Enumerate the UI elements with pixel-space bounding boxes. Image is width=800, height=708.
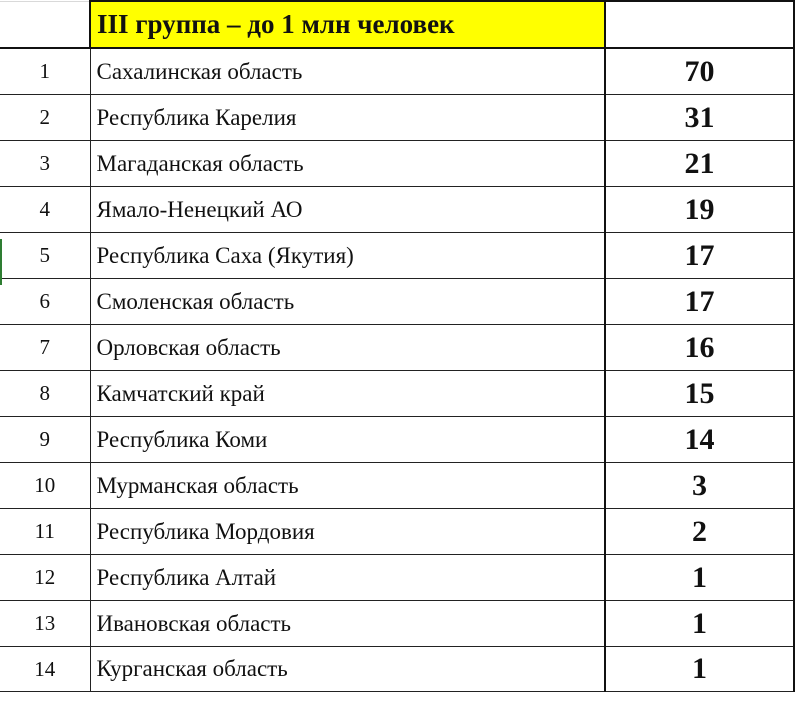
value-cell[interactable]: 19: [605, 187, 794, 233]
region-name-cell[interactable]: Магаданская область: [90, 141, 605, 187]
region-name-cell[interactable]: Камчатский край: [90, 371, 605, 417]
table-row: [0, 279, 794, 325]
value-cell[interactable]: 70: [605, 48, 794, 95]
region-name-cell[interactable]: Мурманская область: [90, 463, 605, 509]
header-num-cell[interactable]: [0, 1, 90, 48]
table-row: [0, 233, 794, 279]
row-number-cell[interactable]: 11: [0, 509, 90, 555]
table-row: [0, 141, 794, 187]
region-name-cell[interactable]: Сахалинская область: [90, 48, 605, 95]
value-cell[interactable]: 3: [605, 463, 794, 509]
row-number-cell[interactable]: 13: [0, 601, 90, 647]
table-row: [0, 325, 794, 371]
table-row: [0, 509, 794, 555]
value-cell[interactable]: 14: [605, 417, 794, 463]
header-value-cell[interactable]: [605, 1, 794, 48]
table-row: [0, 555, 794, 601]
table-row: [0, 95, 794, 141]
value-cell[interactable]: 1: [605, 555, 794, 601]
value-cell[interactable]: 1: [605, 601, 794, 647]
region-name-cell[interactable]: Республика Саха (Якутия): [90, 233, 605, 279]
value-cell[interactable]: 2: [605, 509, 794, 555]
table-row: [0, 417, 794, 463]
region-name-cell[interactable]: Орловская область: [90, 325, 605, 371]
table-row: [0, 647, 794, 692]
row-number-cell[interactable]: 4: [0, 187, 90, 233]
table-row: [0, 187, 794, 233]
row-number-cell[interactable]: 9: [0, 417, 90, 463]
row-number-cell[interactable]: 3: [0, 141, 90, 187]
active-cell-marker: [0, 239, 2, 285]
region-name-cell[interactable]: Республика Карелия: [90, 95, 605, 141]
region-name-cell[interactable]: Ивановская область: [90, 601, 605, 647]
value-cell[interactable]: 1: [605, 647, 794, 692]
region-name-cell[interactable]: Ямало-Ненецкий АО: [90, 187, 605, 233]
table-row: [0, 48, 794, 95]
row-number-cell[interactable]: 7: [0, 325, 90, 371]
region-name-cell[interactable]: Республика Коми: [90, 417, 605, 463]
value-cell[interactable]: 15: [605, 371, 794, 417]
value-cell[interactable]: 17: [605, 233, 794, 279]
row-number-cell[interactable]: 10: [0, 463, 90, 509]
table-row: [0, 371, 794, 417]
region-name-cell[interactable]: Республика Алтай: [90, 555, 605, 601]
row-number-cell[interactable]: 12: [0, 555, 90, 601]
group-title-cell[interactable]: III группа – до 1 млн человек: [90, 1, 605, 48]
row-number-cell[interactable]: 1: [0, 48, 90, 95]
region-name-cell[interactable]: Республика Мордовия: [90, 509, 605, 555]
value-cell[interactable]: 31: [605, 95, 794, 141]
row-number-cell[interactable]: 5: [0, 233, 90, 279]
value-cell[interactable]: 17: [605, 279, 794, 325]
region-name-cell[interactable]: Курганская область: [90, 647, 605, 692]
row-number-cell[interactable]: 14: [0, 647, 90, 692]
row-number-cell[interactable]: 8: [0, 371, 90, 417]
region-name-cell[interactable]: Смоленская область: [90, 279, 605, 325]
table-row: [0, 463, 794, 509]
value-cell[interactable]: 21: [605, 141, 794, 187]
value-cell[interactable]: 16: [605, 325, 794, 371]
row-number-cell[interactable]: 2: [0, 95, 90, 141]
row-number-cell[interactable]: 6: [0, 279, 90, 325]
header-row: [0, 1, 794, 48]
table-row: [0, 601, 794, 647]
